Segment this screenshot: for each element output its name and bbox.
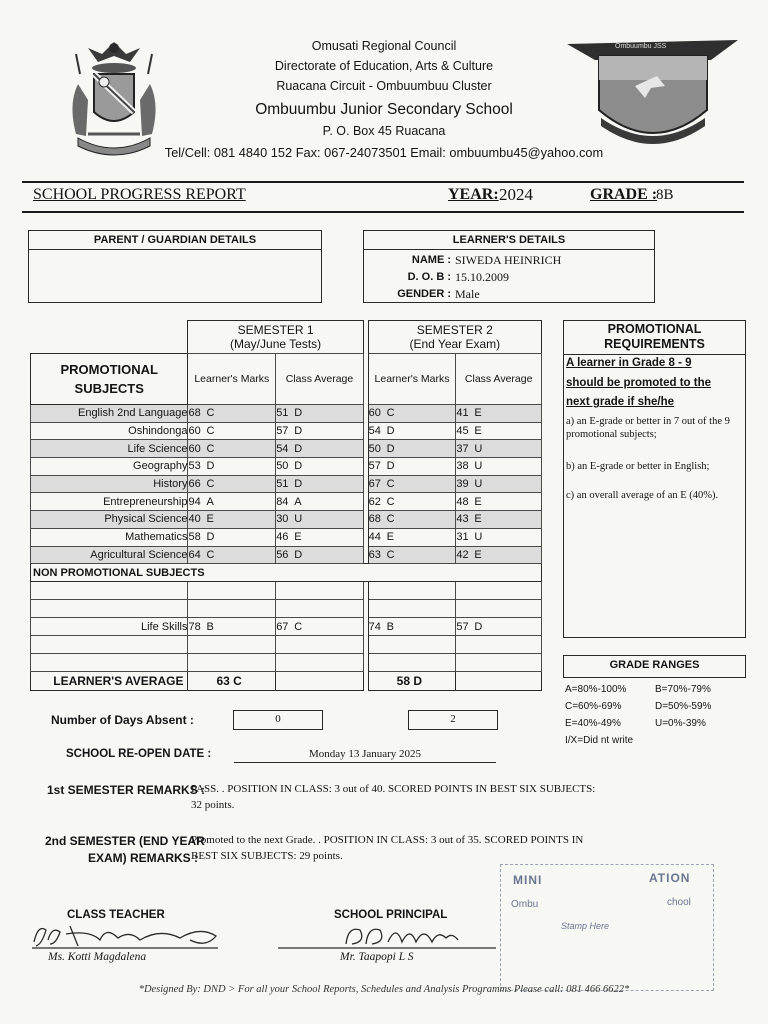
sem1-learner-mark: 60 C [188, 440, 276, 458]
sem1-learner-mark [188, 636, 276, 654]
official-stamp [500, 864, 714, 991]
learner-gender-label: GENDER : [397, 288, 451, 300]
stamp-line1b: ATION [649, 871, 691, 885]
subject-name [31, 582, 188, 600]
reopen-date-label: SCHOOL RE-OPEN DATE : [66, 748, 212, 760]
promo-rule-b: b) an E-grade or better in English; [566, 461, 710, 472]
class-teacher-label: CLASS TEACHER [67, 909, 165, 921]
sem1-class-average: 50 D [276, 458, 364, 476]
sem2-avg-header: Class Average [456, 354, 542, 405]
council-name: Omusati Regional Council [311, 39, 457, 53]
top-rule [22, 181, 744, 183]
school-address: P. O. Box 45 Ruacana [322, 124, 446, 138]
table-row [31, 493, 542, 511]
parent-guardian-box [28, 230, 322, 303]
sem2-remarks-line1: Promoted to the next Grade. . POSITION IN CLASS: 3 out of 35. SCORED POINTS IN [191, 834, 584, 846]
parent-guardian-title: PARENT / GUARDIAN DETAILS [29, 231, 321, 250]
table-row [31, 654, 542, 672]
sem1-marks-header: Learner's Marks [188, 354, 276, 405]
sem1-avg-header: Class Average [276, 354, 364, 405]
learner-name: SIWEDA HEINRICH [455, 253, 562, 267]
subject-name: Life Skills [31, 618, 188, 636]
table-row [31, 422, 542, 440]
sem1-class-average: 56 D [276, 546, 364, 564]
grade-value: 8B [656, 187, 674, 203]
sem2-learner-mark [368, 582, 456, 600]
subject-name: Agricultural Science [31, 546, 188, 564]
learner-gender: Male [455, 287, 480, 301]
report-title: SCHOOL PROGRESS REPORT [33, 186, 246, 203]
sem2-learner-average: 58 D [368, 672, 456, 691]
sem2-class-average: 37 U [456, 440, 542, 458]
sem2-learner-mark: 67 C [368, 475, 456, 493]
promo-rule-c: c) an overall average of an E (40%). [566, 490, 719, 501]
class-teacher-name: Ms. Kotti Magdalena [48, 951, 147, 963]
sem1-learner-mark: 66 C [188, 475, 276, 493]
learner-average-row [31, 672, 542, 691]
promo-intro-2: should be promoted to the [566, 377, 712, 389]
sem2-class-average [456, 600, 542, 618]
learner-dob: 15.10.2009 [455, 270, 509, 284]
subjects-header-line1: PROMOTIONAL [60, 362, 158, 377]
grade-range-a: A=80%-100% [565, 684, 627, 695]
subject-name: Geography [31, 458, 188, 476]
sem1-learner-mark: 53 D [188, 458, 276, 476]
grade-ranges-list [565, 681, 711, 749]
grade-label: GRADE : [590, 186, 658, 203]
learner-average-label: LEARNER'S AVERAGE [31, 672, 188, 691]
directorate-name: Directorate of Education, Arts & Culture [274, 59, 494, 73]
sem1-class-average: 30 U [276, 511, 364, 529]
sem2-class-average: 31 U [456, 528, 542, 546]
promo-rule-a: a) an E-grade or better in 7 out of the 9 promotional subjects; [566, 416, 730, 440]
subject-name: Entrepreneurship [31, 493, 188, 511]
sem2-subtitle: (End Year Exam) [409, 337, 501, 351]
grade-range-e: E=40%-49% [565, 718, 621, 729]
sem1-learner-mark: 64 C [188, 546, 276, 564]
subject-name [31, 654, 188, 672]
learner-details-box [363, 230, 655, 303]
sem1-remarks-line2: 32 points. [191, 799, 235, 811]
sem1-title: SEMESTER 1 [237, 323, 314, 337]
sem2-remarks-label-2: EXAM) REMARKS : [88, 851, 198, 865]
promo-req-title-1: PROMOTIONAL [607, 322, 702, 336]
table-row [31, 636, 542, 654]
sem2-learner-mark: 68 C [368, 511, 456, 529]
sem1-learner-mark: 60 C [188, 422, 276, 440]
sem2-class-average: 45 E [456, 422, 542, 440]
sem1-remarks-line1: PASS. . POSITION IN CLASS: 3 out of 40. SCORED POINTS IN BEST SIX SUBJECTS: [191, 783, 596, 795]
table-row [31, 546, 542, 564]
sem1-class-average: 57 D [276, 422, 364, 440]
sem2-class-average: 42 E [456, 546, 542, 564]
subject-name: Physical Science [31, 511, 188, 529]
non-promo-header: NON PROMOTIONAL SUBJECTS [31, 564, 542, 582]
sem1-learner-mark: 68 C [188, 405, 276, 423]
sem2-class-average: 48 E [456, 493, 542, 511]
table-row [31, 440, 542, 458]
school-contact: Tel/Cell: 081 4840 152 Fax: 067-24073501 Email: ombuumbu45@yahoo.com [164, 145, 604, 160]
column-header-row [31, 354, 542, 405]
sem2-learner-mark [368, 636, 456, 654]
year-label: YEAR: [448, 186, 499, 203]
grade-range-c: C=60%-69% [565, 701, 622, 712]
subject-name: Life Science [31, 440, 188, 458]
sem1-class-average [276, 654, 364, 672]
table-row [31, 458, 542, 476]
sem1-learner-mark [188, 654, 276, 672]
sem2-class-average: 38 U [456, 458, 542, 476]
promotional-rows [31, 405, 542, 564]
subject-name [31, 636, 188, 654]
sem1-class-average: 54 D [276, 440, 364, 458]
table-row [31, 528, 542, 546]
sem2-remarks-label-1: 2nd SEMESTER (END YEAR [45, 834, 205, 848]
non-promotional-rows [31, 582, 542, 672]
sem2-class-average: 41 E [456, 405, 542, 423]
sem2-remarks-line2: BEST SIX SUBJECTS: 29 points. [191, 850, 343, 862]
sem2-learner-mark: 57 D [368, 458, 456, 476]
sem2-learner-mark: 62 C [368, 493, 456, 511]
stamp-line1: MINI [513, 873, 543, 887]
sem1-class-average: 51 D [276, 405, 364, 423]
sem1-remarks-label: 1st SEMESTER REMARKS : [47, 783, 206, 797]
grade-range-b: B=70%-79% [655, 684, 711, 695]
promo-req-title-2: REQUIREMENTS [604, 337, 705, 351]
promotional-requirements-box [563, 320, 746, 638]
grade-ranges-box [563, 655, 746, 678]
sem2-learner-mark: 74 B [368, 618, 456, 636]
sem2-learner-mark: 54 D [368, 422, 456, 440]
promo-intro-3: next grade if she/he [566, 396, 675, 408]
school-principal-name: Mr. Taapopi L S [340, 951, 414, 963]
sem2-title: SEMESTER 2 [416, 323, 493, 337]
school-principal-label: SCHOOL PRINCIPAL [334, 909, 448, 921]
subject-name: English 2nd Language [31, 405, 188, 423]
grade-range-x: I/X=Did nt write [565, 735, 634, 746]
sem2-learner-mark: 50 D [368, 440, 456, 458]
sem1-days-absent: 0 [233, 710, 323, 730]
sem2-learner-mark: 60 C [368, 405, 456, 423]
table-row [31, 600, 542, 618]
grade-ranges-title: GRADE RANGES [609, 659, 700, 671]
table-row [31, 405, 542, 423]
subjects-header-line2: SUBJECTS [74, 381, 144, 396]
sem1-class-average [276, 582, 364, 600]
badge-text: Ombuumbu JSS [615, 43, 667, 50]
sem1-class-average [276, 636, 364, 654]
sem2-class-average: 43 E [456, 511, 542, 529]
learner-dob-label: D. O. B : [407, 271, 451, 283]
grade-range-d: D=50%-59% [655, 701, 712, 712]
sem2-class-average [456, 654, 542, 672]
semester-header-row [31, 321, 542, 354]
sem1-learner-mark: 40 E [188, 511, 276, 529]
subject-name: Mathematics [31, 528, 188, 546]
sem2-learner-mark: 44 E [368, 528, 456, 546]
sem2-learner-mark [368, 654, 456, 672]
subject-name [31, 600, 188, 618]
sem1-class-average [276, 600, 364, 618]
sem2-class-average [456, 636, 542, 654]
sem1-class-average: 67 C [276, 618, 364, 636]
sem1-learner-mark: 58 D [188, 528, 276, 546]
sem2-learner-mark [368, 600, 456, 618]
designed-by-footer: *Designed By: DND > For all your School Reports, Schedules and Analysis Programms Please call: 081 466 6622* [138, 984, 630, 995]
table-row [31, 618, 542, 636]
sem1-learner-mark: 94 A [188, 493, 276, 511]
class-teacher-signature [30, 918, 220, 952]
sem2-class-average [456, 582, 542, 600]
sem1-learner-mark [188, 582, 276, 600]
learner-name-label: NAME : [411, 254, 451, 266]
bottom-rule [22, 211, 744, 213]
sem1-learner-mark: 78 B [188, 618, 276, 636]
sem1-learner-mark [188, 600, 276, 618]
sem2-marks-header: Learner's Marks [368, 354, 456, 405]
school-name: Ombuumbu Junior Secondary School [255, 101, 513, 118]
sem1-class-average: 84 A [276, 493, 364, 511]
sem1-class-average: 46 E [276, 528, 364, 546]
subject-name: Oshindonga [31, 422, 188, 440]
year-value: 2024 [499, 185, 533, 204]
grade-range-u: U=0%-39% [655, 718, 706, 729]
stamp-line2: Ombu [511, 899, 539, 910]
table-row [31, 582, 542, 600]
stamp-line3: Stamp Here [561, 921, 610, 931]
days-absent-label: Number of Days Absent : [51, 713, 194, 727]
promo-intro-1: A learner in Grade 8 - 9 [566, 357, 692, 369]
school-principal-signature [276, 918, 498, 952]
school-badge-logo [565, 36, 740, 156]
learner-details-title: LEARNER'S DETAILS [364, 231, 654, 250]
sem1-class-average: 51 D [276, 475, 364, 493]
table-row [31, 475, 542, 493]
circuit-name: Ruacana Circuit - Ombuumbuu Cluster [276, 79, 492, 93]
sem2-learner-mark: 63 C [368, 546, 456, 564]
table-row [31, 511, 542, 529]
reopen-date: Monday 13 January 2025 [234, 748, 496, 763]
sem2-class-average: 57 D [456, 618, 542, 636]
non-promo-header-row [31, 564, 542, 582]
sem2-days-absent: 2 [408, 710, 498, 730]
subject-name: History [31, 475, 188, 493]
stamp-line2b: chool [667, 897, 691, 908]
sem1-subtitle: (May/June Tests) [230, 337, 322, 351]
sem2-class-average: 39 U [456, 475, 542, 493]
marks-table [30, 320, 542, 691]
sem1-learner-average: 63 C [188, 672, 276, 691]
